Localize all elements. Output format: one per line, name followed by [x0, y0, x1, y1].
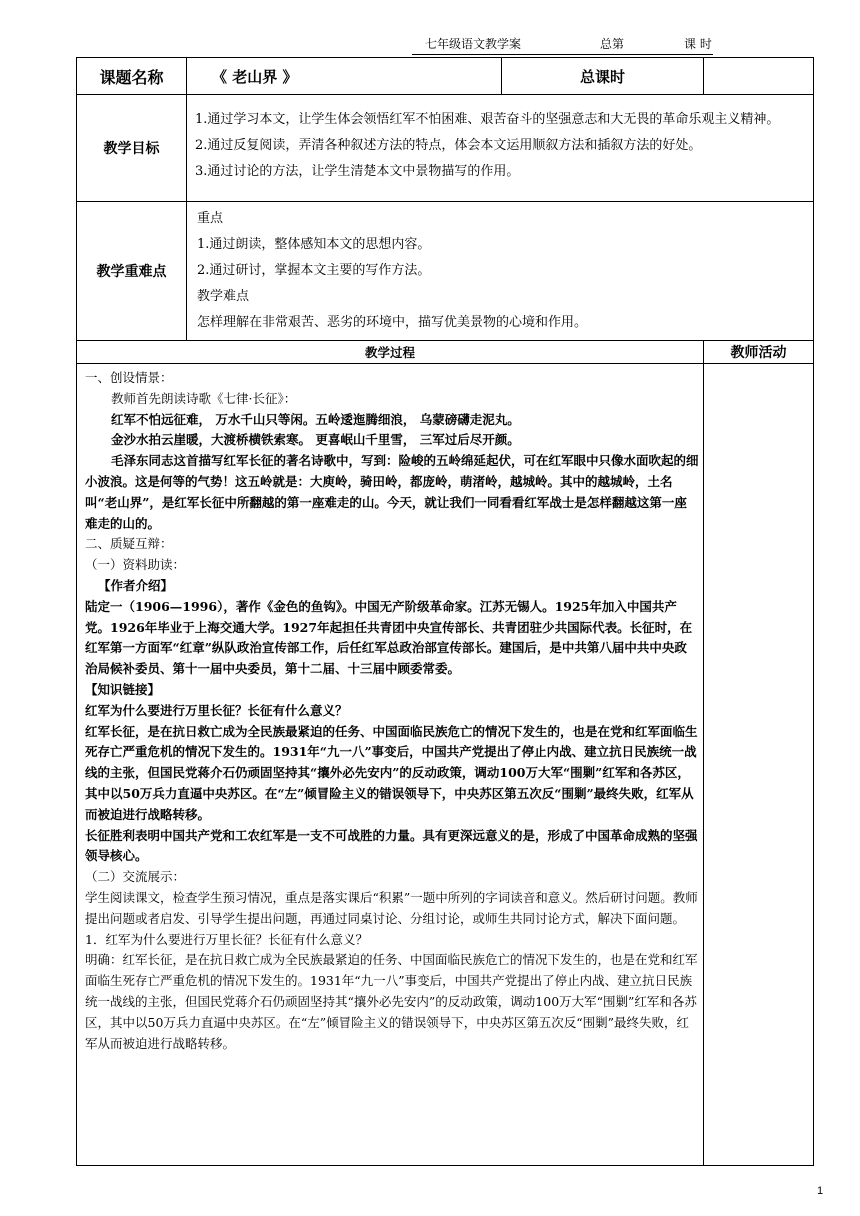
- course-title: 七年级语文教学案: [425, 37, 522, 51]
- difficulty-text: 怎样理解在非常艰苦、恶劣的环境中，描写优美景物的心境和作用。: [197, 315, 588, 330]
- poem-line: 红军不怕远征难， 万水千山只等闲。五岭逶迤腾细浪， 乌蒙磅礴走泥丸。: [111, 411, 520, 427]
- lesson-label: 课 时: [684, 37, 712, 51]
- total-hours-label: 总课时: [502, 58, 704, 95]
- knowledge-text: 红军长征，是在抗日救亡成为全民族最紧迫的任务、中国面临民族危亡的情况下发生的，也是在党和红军面临生死存亡严重危机的情况下发生的。1931年“九一八”事变后，中国共产党提出了停止内战、建立抗日民族统一战线的主张，但国民党蒋介石仍顽固坚持其“攘外必先安内”的反动政策，调动100万大军“围剿”红军和各苏区，其中以50万兵力直逼中央苏区。在“左”倾冒险主义的错误领导下，中央苏区第五次反“围剿”最终失败，红军从而被迫进行战略转移。: [85, 723, 698, 822]
- topic-label: 课题名称: [77, 58, 187, 95]
- section-2-sub1: （一）资料助读：: [85, 557, 186, 573]
- section-1-paragraph: 毛泽东同志这首描写红军长征的著名诗歌中，写到：险峻的五岭绵延起伏，可在红军眼中只像水面吹起的细小波浪。这是何等的气势！这五岭就是：大庾岭，骑田岭，都庞岭，萌渚岭，越城岭。其中的越城岭，土名叫“老山界”，是红军长征中所翻越的第一座难走的山。今天，就让我们一同看看红军战士是怎样翻越这第一座难走的山的。: [85, 453, 699, 531]
- key-points-label: 教学重难点: [77, 202, 187, 341]
- knowledge-title: 【知识链接】: [85, 681, 161, 697]
- section-2-sub2: （二）交流展示：: [85, 869, 186, 885]
- page-header: [0, 35, 860, 53]
- objective-item: 2.通过反复阅读，弄清各种叙述方法的特点，体会本文运用顺叙方法和插叙方法的好处。: [195, 138, 702, 153]
- process-body-row: [77, 364, 814, 1166]
- poem-line: 金沙水拍云崖暖，大渡桥横铁索寒。 更喜岷山千里雪， 三军过后尽开颜。: [111, 432, 520, 448]
- total-hours-value: [704, 58, 814, 95]
- section-1-title: 一、创设情景：: [85, 370, 173, 385]
- lesson-plan-table: [76, 57, 814, 1166]
- objective-item: 3.通过讨论的方法，让学生清楚本文中景物描写的作用。: [195, 164, 520, 179]
- section-1-intro: 教师首先朗读诗歌《七律·长征》：: [111, 390, 297, 406]
- key-points-content: [187, 202, 814, 341]
- process-header-row: [77, 341, 814, 364]
- objectives-label: 教学目标: [77, 95, 187, 202]
- objectives-row: [77, 95, 814, 202]
- knowledge-question: 红军为什么要进行万里长征？长征有什么意义？: [85, 702, 348, 718]
- objective-item: 1.通过学习本文，让学生体会领悟红军不怕困难、艰苦奋斗的坚强意志和大无畏的革命乐观主义精神。: [195, 112, 780, 127]
- teacher-activity-heading: 教师活动: [704, 341, 814, 364]
- question-1: 1．红军为什么要进行万里长征？长征有什么意义？: [85, 931, 368, 947]
- teacher-activity-cell: [704, 364, 814, 1166]
- header-underline: [412, 54, 713, 55]
- focus-item: 2.通过研讨，掌握本文主要的写作方法。: [197, 263, 431, 278]
- process-heading: 教学过程: [77, 341, 704, 364]
- focus-title: 重点: [197, 211, 224, 226]
- process-content: [77, 364, 704, 1166]
- key-points-row: [77, 202, 814, 341]
- author-text: 陆定一（1906—1996），著作《金色的鱼钩》。中国无产阶级革命家。江苏无锡人。1925年加入中国共产党。1926年毕业于上海交通大学。1927年起担任共青团中央宣传部长、共青团驻少共国际代表。长征时，在红军第一方面军“红章”纵队政治宣传部工作，后任红军总政治部宣传部长。建国后，是中共第八届中共中央政治局候补委员、第十一届中央委员，第十二届、十三届中顾委常委。: [85, 598, 693, 677]
- answer-text: 明确：红军长征，是在抗日救亡成为全民族最紧迫的任务、中国面临民族危亡的情况下发生的，也是在党和红军面临生死存亡严重危机的情况下发生的。1931年“九一八”事变后，中国共产党提出了停止内战、建立抗日民族统一战线的主张，但国民党蒋介石仍顽固坚持其“攘外必先安内”的反动政策，调动100万大军“围剿”红军和各苏区，其中以50万兵力直逼中央苏区。在“左”倾冒险主义的错误领导下，中央苏区第五次反“围剿”最终失败，红军从而被迫进行战略转移。: [85, 952, 698, 1051]
- author-title: 【作者介绍】: [98, 577, 174, 593]
- total-label: 总第: [600, 37, 625, 51]
- section-2-title: 二、质疑互辩：: [85, 536, 173, 552]
- page-number: 1: [817, 1185, 824, 1197]
- knowledge-text: 长征胜利表明中国共产党和工农红军是一支不可战胜的力量。具有更深远意义的是，形成了中国革命成熟的坚强领导核心。: [85, 827, 698, 864]
- topic-value: 《 老山界 》: [187, 58, 502, 95]
- difficulty-title: 教学难点: [197, 289, 250, 304]
- objectives-content: [187, 95, 814, 202]
- title-row: [77, 58, 814, 95]
- exchange-text: 学生阅读课文，检查学生预习情况，重点是落实课后“积累”一题中所列的字词读音和意义。然后研讨问题。教师提出问题或者启发、引导学生提出问题，再通过同桌讨论、分组讨论，或师生共同讨论方式，解决下面问题。: [85, 889, 698, 926]
- focus-item: 1.通过朗读，整体感知本文的思想内容。: [197, 237, 431, 252]
